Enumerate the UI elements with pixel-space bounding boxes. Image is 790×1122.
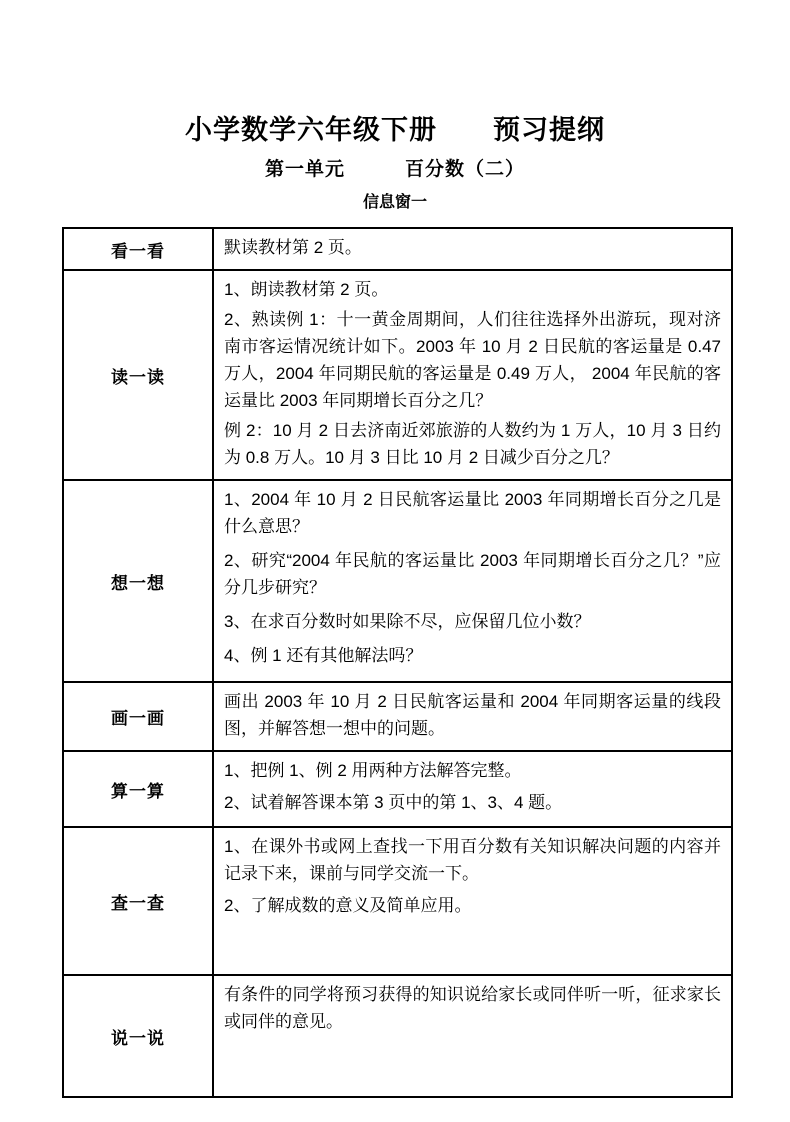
content-paragraph: 1、朗读教材第 2 页。: [224, 280, 389, 299]
content-paragraph: 2、试着解答课本第 3 页中的第 1、3、4 题。: [224, 793, 563, 812]
table-row: [63, 975, 732, 1097]
table-row: [63, 682, 732, 751]
content-paragraph: 2、研究“2004 年民航的客运量比 2003 年同期增长百分之几？”应分几步研究？: [224, 551, 721, 597]
content-paragraph: 4、例 1 还有其他解法吗？: [224, 646, 423, 665]
content-paragraph: 1、把例 1、例 2 用两种方法解答完整。: [224, 761, 522, 780]
content-paragraph: 1、在课外书或网上查找一下用百分数有关知识解决问题的内容并记录下来，课前与同学交流一下。: [224, 837, 721, 883]
document-title: 小学数学六年级下册 预习提纲: [185, 115, 605, 145]
document-subtitle: 第一单元 百分数（二）: [264, 159, 525, 180]
row-label: 读一读: [63, 270, 213, 480]
row-label: 查一查: [63, 827, 213, 975]
content-paragraph: 3、在求百分数时如果除不尽，应保留几位小数？: [224, 612, 591, 631]
row-content: [213, 827, 732, 975]
row-content: [213, 975, 732, 1097]
content-paragraph: 有条件的同学将预习获得的知识说给家长或同伴听一听，征求家长或同伴的意见。: [224, 985, 721, 1031]
row-label: 画一画: [63, 682, 213, 751]
row-content: [213, 228, 732, 270]
row-label: 说一说: [63, 975, 213, 1097]
table-row: [63, 228, 732, 270]
section-title: 信息窗一: [362, 194, 427, 211]
content-paragraph: 默读教材第 2 页。: [224, 238, 362, 257]
table-row: [63, 751, 732, 827]
row-label: 想一想: [63, 480, 213, 682]
content-paragraph: 2、了解成数的意义及简单应用。: [224, 896, 472, 915]
row-label: 算一算: [63, 751, 213, 827]
row-label: 看一看: [63, 228, 213, 270]
row-content: [213, 751, 732, 827]
row-content: [213, 682, 732, 751]
row-content: [213, 270, 732, 480]
table-row: [63, 480, 732, 682]
content-paragraph: 1、2004 年 10 月 2 日民航客运量比 2003 年同期增长百分之几是什么意思？: [224, 490, 721, 536]
outline-table: [62, 227, 733, 1098]
content-paragraph: 画出 2003 年 10 月 2 日民航客运量和 2004 年同期客运量的线段图，并解答想一想中的问题。: [224, 692, 721, 738]
table-row: [63, 827, 732, 975]
content-paragraph: 2、熟读例 1：十一黄金周期间，人们往往选择外出游玩，现对济南市客运情况统计如下。2003 年 10 月 2 日民航的客运量是 0.47 万人，2004 年同期民航的客运量是 0.49 万人， 2004 年民航的客运量比 2003 年同期增长百分之几？: [224, 310, 721, 410]
content-paragraph: 例 2：10 月 2 日去济南近郊旅游的人数约为 1 万人，10 月 3 日约为 0.8 万人。10 月 3 日比 10 月 2 日减少百分之几？: [224, 421, 721, 467]
table-row: [63, 270, 732, 480]
row-content: [213, 480, 732, 682]
